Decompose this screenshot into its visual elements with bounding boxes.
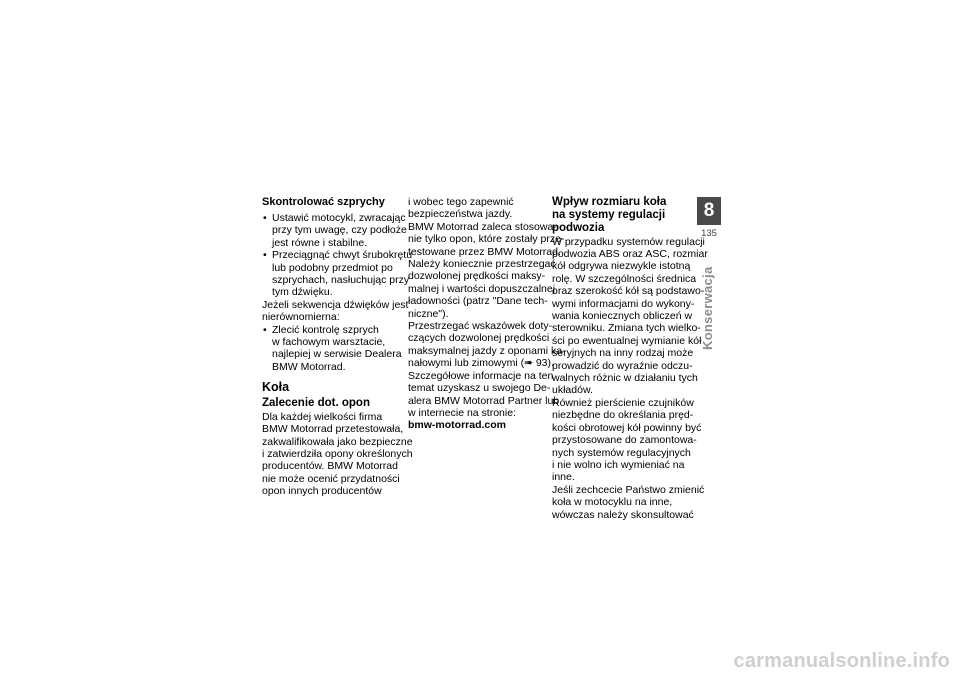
column-1 — [262, 196, 413, 498]
page-number: 135 — [701, 228, 717, 239]
bullet-item: • Zlecić kontrolę szprych w fachowym warsztacie, najlepiej w serwisie Dealera BMW Motorrad. — [262, 324, 400, 374]
section-title: Konserwacja — [700, 266, 715, 350]
bullet-item: • Ustawić motocykl, zwracając przy tym uwagę, czy podłoże jest równe i stabilne. — [262, 212, 400, 249]
paragraph: Jeżeli sekwencja dźwięków jest nierównomierna: — [262, 298, 409, 324]
heading-wheel-size-influence: Wpływ rozmiaru koła na systemy regulacji podwozia — [552, 196, 667, 235]
website-link[interactable]: bmw-motorrad.com — [408, 419, 507, 432]
chapter-tab — [697, 197, 721, 265]
chapter-number: 8 — [697, 197, 721, 225]
heading-tyre-recommendation: Zalecenie dot. opon — [262, 397, 370, 410]
column-2 — [408, 196, 566, 432]
bullet-item: • Przeciągnąć chwyt śrubokrętu lub podobny przedmiot po szprychach, nasłuchując przy tym dźwięku. — [262, 249, 400, 299]
paragraph: W przypadku systemów regulacji podwozia ABS oraz ASC, rozmiar kół odgrywa niezwykle istotną rolę. W szczególności średnica oraz szerokość kół są podstawo- wymi informacjami do wykony- wania koniecznych obliczeń w sterowniku. Zmiana tych wielko- ści po ewentualnej wymianie kół seryjnych na inny rodzaj może prowadzić do wyraźnie odczu- walnych różnic w działaniu tych układów. Również pierścienie czujników niezbędne do określania pręd- kości obrotowej kół powinny być przystosowane do zamontowa- nych systemów regulacyjnych i nie wolno ich wymieniać na inne. Jeśli zechcecie Państwo zmienić koła w motocyklu na inne, wówczas należy skonsultować — [552, 235, 708, 521]
paragraph: Dla każdej wielkości firma BMW Motorrad przetestowała, zakwalifikowała jako bezpieczne i zatwierdziła opony określonych producentów. BMW Motorrad nie może ocenić przydatności opon innych producentów — [262, 410, 413, 498]
heading-wheels: Koła — [262, 380, 290, 395]
page-reference[interactable]: nałowymi lub zimowymi (➠ 93). — [408, 357, 554, 370]
paragraph: i wobec tego zapewnić bezpieczeństwa jazdy. BMW Motorrad zaleca stosowa- nie tylko opon, które zostały prze- testowane przez BMW Motorrad. Należy koniecznie przestrzegać dozwolonej prędkości maksy- malnej i wartości dopuszczalnej ładowności (patrz "Dane tech- niczne"). Przestrzegać wskazówek doty- czących dozwolonej prędkości maksymalnej jazdy z oponami ka- nałowymi lub zimowymi (➠ 93). Szczegółowe informacje na ten temat uzyskasz u swojego De- alera BMW Motorrad Partner lub w internecie na stronie: — [408, 196, 566, 419]
heading-check-spokes: Skontrolować szprychy — [262, 196, 385, 208]
watermark: carmanualsonline.info — [733, 650, 950, 672]
